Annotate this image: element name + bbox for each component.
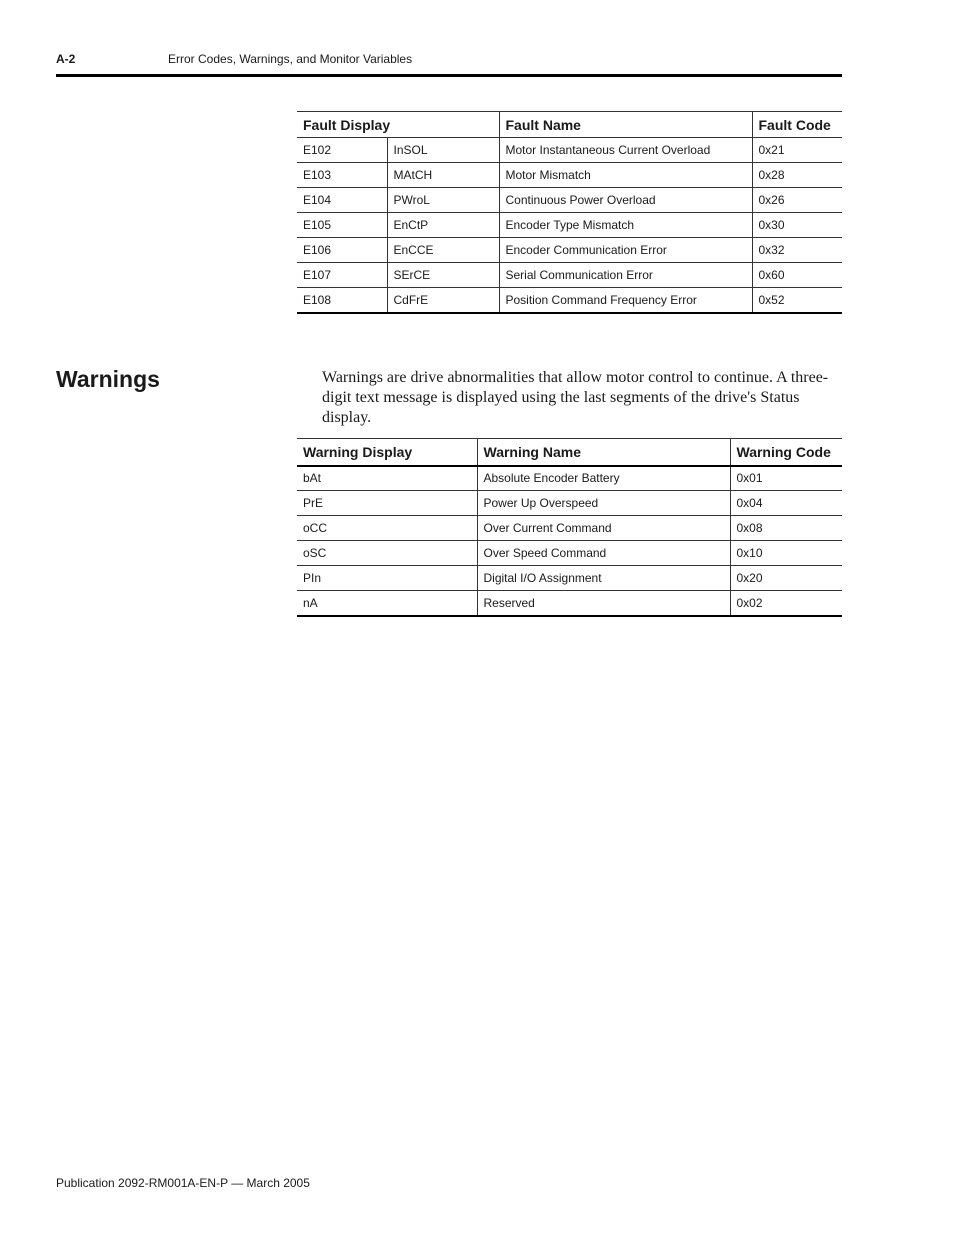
warning-code-cell: 0x02 <box>730 591 842 616</box>
warning-name-cell: Reserved <box>477 591 730 616</box>
fault-code-cell: E104 <box>297 188 387 213</box>
page-footer: Publication 2092-RM001A-EN-P — March 2005 <box>56 1176 310 1190</box>
fault-code-cell: E102 <box>297 138 387 163</box>
table-row <box>297 566 842 591</box>
warning-display-cell: bAt <box>297 466 477 491</box>
warning-name-cell: Over Speed Command <box>477 541 730 566</box>
fault-display-cell: InSOL <box>387 138 499 163</box>
warning-name-cell: Digital I/O Assignment <box>477 566 730 591</box>
fault-code-cell: E108 <box>297 288 387 313</box>
fault-name-cell: Position Command Frequency Error <box>499 288 752 313</box>
fault-display-cell: EnCCE <box>387 238 499 263</box>
table-row <box>297 263 842 288</box>
fault-code-cell: E106 <box>297 238 387 263</box>
column-header-fault-display: Fault Display <box>297 112 499 138</box>
header-divider <box>56 74 842 77</box>
column-header-fault-name: Fault Name <box>499 112 752 138</box>
warning-code-cell: 0x08 <box>730 516 842 541</box>
fault-code-cell: E103 <box>297 163 387 188</box>
fault-code-table <box>297 111 842 314</box>
fault-name-cell: Continuous Power Overload <box>499 188 752 213</box>
column-header-warning-code: Warning Code <box>730 439 842 466</box>
table-header-row <box>297 439 842 466</box>
fault-name-cell: Motor Instantaneous Current Overload <box>499 138 752 163</box>
fault-hex-cell: 0x26 <box>752 188 842 213</box>
column-header-fault-code: Fault Code <box>752 112 842 138</box>
warning-code-cell: 0x01 <box>730 466 842 491</box>
fault-hex-cell: 0x52 <box>752 288 842 313</box>
table-row <box>297 213 842 238</box>
warning-name-cell: Over Current Command <box>477 516 730 541</box>
warning-name-cell: Absolute Encoder Battery <box>477 466 730 491</box>
column-header-warning-name: Warning Name <box>477 439 730 466</box>
page-number: A-2 <box>56 52 76 66</box>
fault-hex-cell: 0x28 <box>752 163 842 188</box>
warning-code-table <box>297 438 842 617</box>
warning-display-cell: nA <box>297 591 477 616</box>
page-header <box>56 52 842 68</box>
table-row <box>297 591 842 616</box>
table-row <box>297 238 842 263</box>
table-row <box>297 188 842 213</box>
table-row <box>297 491 842 516</box>
warning-name-cell: Power Up Overspeed <box>477 491 730 516</box>
table-row <box>297 288 842 313</box>
warning-display-cell: PrE <box>297 491 477 516</box>
fault-hex-cell: 0x60 <box>752 263 842 288</box>
fault-display-cell: EnCtP <box>387 213 499 238</box>
fault-code-cell: E105 <box>297 213 387 238</box>
column-header-warning-display: Warning Display <box>297 439 477 466</box>
warning-display-cell: PIn <box>297 566 477 591</box>
table-header-row <box>297 112 842 138</box>
fault-display-cell: SErCE <box>387 263 499 288</box>
table-row <box>297 138 842 163</box>
table-row <box>297 163 842 188</box>
warning-code-cell: 0x20 <box>730 566 842 591</box>
warning-code-cell: 0x04 <box>730 491 842 516</box>
warning-display-cell: oSC <box>297 541 477 566</box>
fault-hex-cell: 0x21 <box>752 138 842 163</box>
fault-name-cell: Serial Communication Error <box>499 263 752 288</box>
fault-name-cell: Encoder Type Mismatch <box>499 213 752 238</box>
warning-code-cell: 0x10 <box>730 541 842 566</box>
fault-hex-cell: 0x30 <box>752 213 842 238</box>
warnings-intro-paragraph: Warnings are drive abnormalities that allow motor control to continue. A three-digit text message is displayed using the last segments of the drive's Status display. <box>322 369 829 426</box>
table-row <box>297 466 842 491</box>
fault-display-cell: MAtCH <box>387 163 499 188</box>
running-header-title: Error Codes, Warnings, and Monitor Variables <box>168 52 413 66</box>
fault-display-cell: PWroL <box>387 188 499 213</box>
fault-code-cell: E107 <box>297 263 387 288</box>
warning-display-cell: oCC <box>297 516 477 541</box>
fault-name-cell: Encoder Communication Error <box>499 238 752 263</box>
fault-display-cell: CdFrE <box>387 288 499 313</box>
table-row <box>297 541 842 566</box>
fault-name-cell: Motor Mismatch <box>499 163 752 188</box>
section-heading-warnings: Warnings <box>56 366 160 392</box>
table-row <box>297 516 842 541</box>
fault-hex-cell: 0x32 <box>752 238 842 263</box>
